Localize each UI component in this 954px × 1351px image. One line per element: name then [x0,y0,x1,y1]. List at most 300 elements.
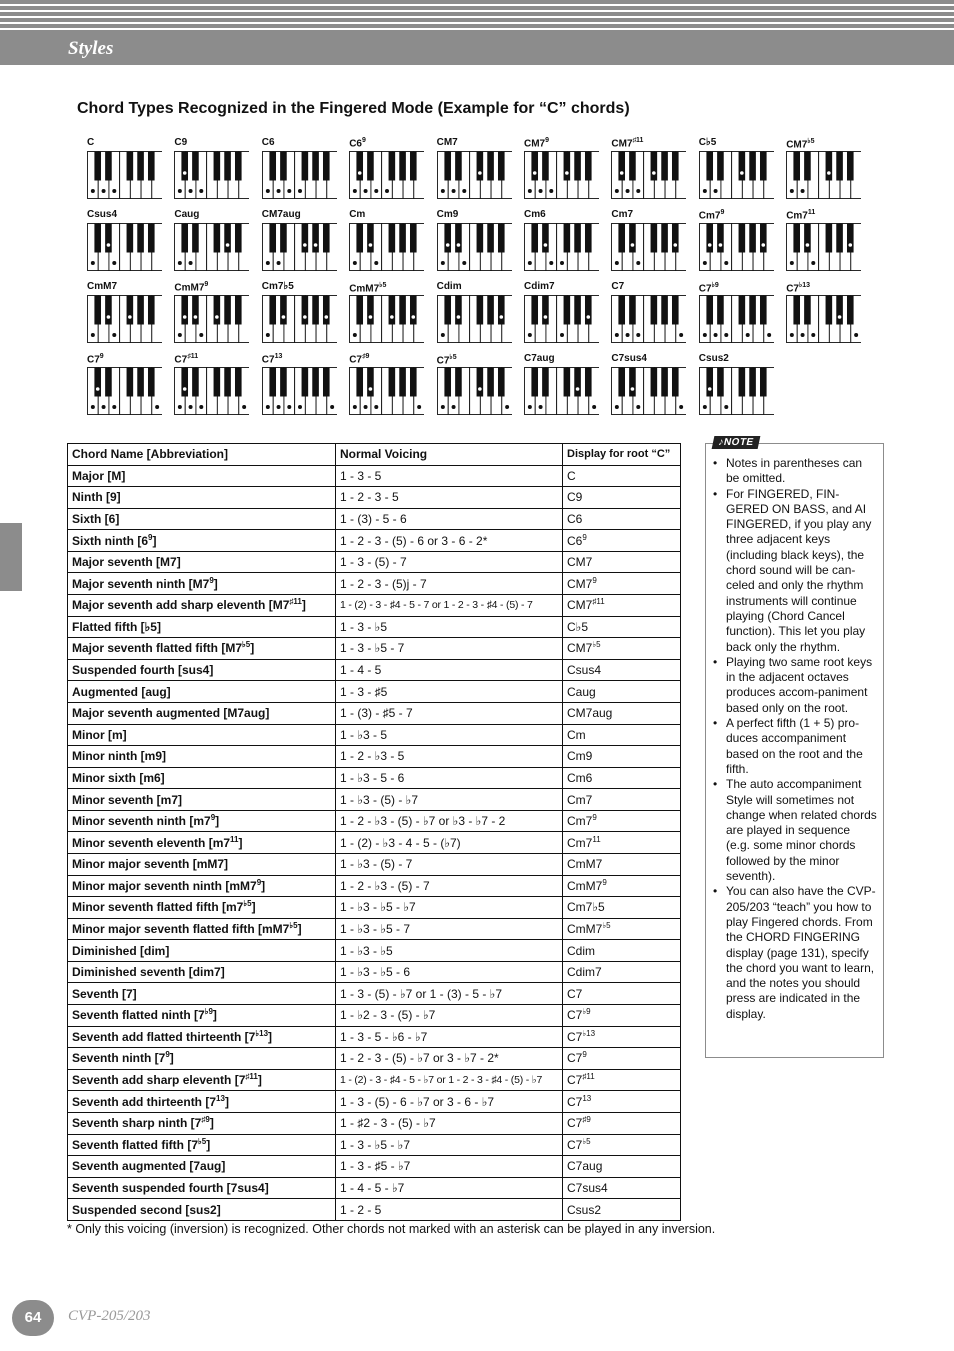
black-key [269,224,276,253]
black-key [826,224,833,253]
chord-name-superscript: ♯11 [632,137,644,144]
black-key [323,224,330,253]
chord-name-superscript: 9 [361,137,366,144]
cell-voicing: 1 - 4 - 5 [336,659,563,681]
table-row [68,1199,681,1221]
keyboard-diagram [611,367,686,415]
pressed-key-dot [178,189,182,193]
cell-display: $C7^{♭5}$ [563,1134,681,1156]
pressed-key-dot [266,189,270,193]
black-key [280,296,287,325]
pressed-key-dot [626,333,630,337]
cell-chord-name: Sixth ninth $[6^9]$ [68,530,336,552]
chord-name: CmM7 [87,281,118,292]
note-item: • A perfect fifth (1 + 5) pro-duces accompaniment based on the root and the fifth. [711,716,877,777]
black-key [127,152,134,181]
cell-display: $CM7^{♭5}$ [563,638,681,660]
keyboard-diagram [87,151,162,199]
black-key [137,224,144,253]
black-key [662,224,669,253]
cell-voicing: 1 - ♭3 - ♭5 [336,940,563,962]
black-key [706,152,713,181]
keyboard-diagram [262,223,337,271]
pressed-key-dot [243,405,247,409]
cell-display: $C7^9$ [563,1048,681,1070]
pressed-key-dot [703,261,707,265]
cell-voicing: 1 - (2) - ♭3 - 4 - 5 - (♭7) [336,832,563,854]
black-key [672,224,679,253]
black-key [542,224,549,253]
col-header-display: Display for root “C” [563,444,681,466]
cell-display: CM7 [563,551,681,573]
pressed-key-dot [544,315,548,319]
chord-diagram [262,281,340,345]
pressed-key-dot [637,405,641,409]
black-key [498,152,505,181]
black-key [301,296,308,325]
side-tab [0,523,22,591]
black-key [531,152,538,181]
cell-display: $C7^{♯11}$ [563,1069,681,1091]
black-key [312,296,319,325]
black-key [193,152,200,181]
pressed-key-dot [440,405,444,409]
pressed-key-dot [528,261,532,265]
black-key [148,152,155,181]
black-key [444,152,451,181]
pressed-key-dot [353,333,357,337]
cell-chord-name: Major seventh add sharp eleventh $[M7^{♯11}]$ [68,595,336,617]
pressed-key-dot [528,189,532,193]
cell-display: $CM7^{♯11}$ [563,595,681,617]
pressed-key-dot [586,315,590,319]
cell-chord-name: Minor [m] [68,724,336,746]
black-key [498,296,505,325]
table-row [68,1048,681,1070]
black-key [662,152,669,181]
pressed-key-dot [112,261,116,265]
page-header [0,0,954,65]
black-key [389,296,396,325]
table-row [68,1177,681,1199]
table-row [68,918,681,940]
black-key [531,296,538,325]
cell-chord-name: Minor seventh ninth $[m7^9]$ [68,810,336,832]
black-key [137,152,144,181]
pressed-key-dot [811,261,815,265]
black-key [476,368,483,397]
black-key [137,296,144,325]
table-row [68,810,681,832]
chord-name: C7aug [524,353,555,364]
black-key [193,368,200,397]
chord-name: $CmM7^{♭5}$ [349,282,387,295]
cell-chord-name: Major seventh [M7] [68,551,336,573]
pressed-key-dot [592,405,596,409]
black-key [389,224,396,253]
pressed-key-dot [298,189,302,193]
black-key [717,152,724,181]
pressed-key-dot [353,405,357,409]
black-key [182,152,189,181]
table-row [68,1026,681,1048]
chord-diagram [699,137,777,201]
chord-diagram [611,209,689,273]
cell-voicing: 1 - 2 - 3 - 5 [336,487,563,509]
pressed-key-dot [112,333,116,337]
pressed-key-dot [631,243,635,247]
black-key [410,224,417,253]
table-row [68,897,681,919]
black-key [312,368,319,397]
table-header-row [68,444,681,466]
black-key [399,152,406,181]
black-key [487,224,494,253]
black-key [836,224,843,253]
black-key [127,296,134,325]
black-key [717,368,724,397]
cell-display: C7 [563,983,681,1005]
keyboard-diagram [174,367,249,415]
cell-display: C [563,465,681,487]
black-key [542,296,549,325]
pressed-key-dot [801,333,805,337]
black-key [105,152,112,181]
black-key [280,368,287,397]
pressed-key-dot [266,333,270,337]
chord-name: C♭5 [698,137,717,148]
pressed-key-dot [615,333,619,337]
chord-name: $C7^{♯9}$ [349,353,370,366]
chord-name: $CmM7^9$ [174,281,209,294]
chord-name: $Cm7^{11}$ [786,209,816,222]
black-key [794,152,801,181]
chord-diagram [262,137,340,201]
chord-name-superscript: ♯9 [361,353,370,360]
pressed-key-dot [440,261,444,265]
black-key [585,224,592,253]
cell-chord-name: Major seventh flatted fifth $[M7^{♭5}]$ [68,638,336,660]
pressed-key-dot [451,189,455,193]
black-key [323,368,330,397]
pressed-key-dot [827,171,831,175]
chord-name: $C7^{♭9}$ [698,282,719,295]
black-key [367,296,374,325]
pressed-key-dot [724,333,728,337]
pressed-key-dot [107,243,111,247]
chord-diagram [611,353,689,417]
pressed-key-dot [806,243,810,247]
pressed-key-dot [478,387,482,391]
pressed-key-dot [178,405,182,409]
black-key [399,224,406,253]
cell-chord-name: Seventh flatted fifth $[7^{♭5}]$ [68,1134,336,1156]
cell-display: $C7^{♭9}$ [563,1005,681,1027]
pressed-key-dot [276,189,280,193]
keyboard-diagram [611,151,686,199]
cell-chord-name: Suspended second [sus2] [68,1199,336,1221]
black-key [585,152,592,181]
pressed-key-dot [385,189,389,193]
chord-diagram [349,281,427,345]
black-key [794,296,801,325]
pressed-key-dot [790,333,794,337]
black-key [214,368,221,397]
cell-voicing: 1 - 2 - 3 - (5) - ♭7 or 3 - ♭7 - 2* [336,1048,563,1070]
keyboard-diagram [174,151,249,199]
chord-name-superscript: 11 [807,209,816,216]
cell-voicing: 1 - 2 - ♭3 - (5) - 7 [336,875,563,897]
pressed-key-dot [565,171,569,175]
cell-display: C9 [563,487,681,509]
black-key [717,296,724,325]
pressed-key-dot [811,333,815,337]
pressed-key-dot [615,189,619,193]
pressed-key-dot [369,387,373,391]
pressed-key-dot [266,405,270,409]
black-key [148,224,155,253]
pressed-key-dot [91,333,95,337]
black-key [127,368,134,397]
black-key [280,224,287,253]
pressed-key-dot [226,243,230,247]
pressed-key-dot [200,333,204,337]
cell-voicing: 1 - 3 - ♯5 - ♭7 [336,1156,563,1178]
pressed-key-dot [128,315,132,319]
table-row [68,638,681,660]
chord-name: $C7^{♯11}$ [174,353,199,366]
pressed-key-dot [539,405,543,409]
pressed-key-dot [91,405,95,409]
pressed-key-dot [189,405,193,409]
black-key [564,368,571,397]
chord-diagram [437,209,515,273]
black-key [662,296,669,325]
table-row [68,853,681,875]
note-item: • For FINGERED, FIN-GERED ON BASS, and AI FINGERED, if you play any three adjacent keys (including black keys), the chord sound will be can-celed and only the rhythm instruments will continue playing (Chord Cancel function). This let you play back only the rhythm. [711,487,877,655]
black-key [225,368,232,397]
pressed-key-dot [854,333,858,337]
pressed-key-dot [674,243,678,247]
black-key [269,152,276,181]
pressed-key-dot [281,315,285,319]
cell-voicing: 1 - ♭3 - ♭5 - 6 [336,961,563,983]
pressed-key-dot [478,171,482,175]
pressed-key-dot [358,171,362,175]
black-key [760,152,767,181]
black-key [487,152,494,181]
black-key [312,224,319,253]
cell-chord-name: Seventh sharp ninth $[7^{♯9}]$ [68,1112,336,1134]
chord-diagram [611,137,689,201]
black-key [749,296,756,325]
pressed-key-dot [456,243,460,247]
pressed-key-dot [708,387,712,391]
chord-diagram [174,137,252,201]
chord-diagram [87,353,165,417]
black-key [235,224,242,253]
keyboard-diagram [349,151,424,199]
pressed-key-dot [724,405,728,409]
chord-diagram [524,353,602,417]
black-key [487,296,494,325]
pressed-key-dot [680,405,684,409]
black-key [542,152,549,181]
pressed-key-dot [456,315,460,319]
keyboard-diagram [524,367,599,415]
black-key [476,296,483,325]
pressed-key-dot [440,189,444,193]
black-key [662,368,669,397]
cell-voicing: 1 - 2 - 3 - (5)j - 7 [336,573,563,595]
black-key [455,152,462,181]
keyboard-diagram [699,151,774,199]
pressed-key-dot [287,405,291,409]
black-key [357,152,364,181]
pressed-key-dot [451,405,455,409]
keyboard-diagram [174,223,249,271]
black-key [847,224,854,253]
pressed-key-dot [620,171,624,175]
table-row [68,702,681,724]
pressed-key-dot [637,333,641,337]
pressed-key-dot [462,189,466,193]
black-key [455,296,462,325]
black-key [225,152,232,181]
keyboard-diagram [437,223,512,271]
black-key [182,296,189,325]
black-key [706,224,713,253]
chord-diagram [349,137,427,201]
black-key [312,152,319,181]
chord-diagram [437,137,515,201]
cell-chord-name: Major [M] [68,465,336,487]
cell-chord-name: Augmented [aug] [68,681,336,703]
pressed-key-dot [838,315,842,319]
pressed-key-dot [544,243,548,247]
table-row [68,724,681,746]
keyboard-diagram [87,367,162,415]
col-header-voicing: Normal Voicing [336,444,563,466]
chord-diagram [349,353,427,417]
pressed-key-dot [102,189,106,193]
chord-diagram [437,353,515,417]
chord-name: Caug [174,209,200,220]
keyboard-diagram [437,151,512,199]
black-key [301,224,308,253]
black-key [301,368,308,397]
chord-table [67,443,681,1221]
black-key [804,296,811,325]
black-key [738,152,745,181]
pressed-key-dot [637,261,641,265]
black-key [804,152,811,181]
chord-name: CM7aug [261,209,301,220]
table-row [68,487,681,509]
cell-voicing: 1 - (2) - 3 - ♯4 - 5 - 7 or 1 - 2 - 3 - ♯4 - (5) - 7 [336,595,563,617]
cell-display: C♭5 [563,616,681,638]
cell-display: $C7^{♭13}$ [563,1026,681,1048]
black-key [760,296,767,325]
cell-display: Cm7 [563,789,681,811]
table-row [68,1112,681,1134]
black-key [148,368,155,397]
black-key [357,368,364,397]
pressed-key-dot [849,243,853,247]
table-row [68,1156,681,1178]
cell-voicing: 1 - ♭3 - ♭5 - 7 [336,918,563,940]
table-row [68,508,681,530]
cell-voicing: 1 - 3 - (5) - 7 [336,551,563,573]
keyboard-diagram [349,367,424,415]
black-key [487,368,494,397]
pressed-key-dot [713,333,717,337]
chord-diagram [262,353,340,417]
black-key [214,296,221,325]
chord-diagram [437,281,515,345]
black-key [672,152,679,181]
cell-voicing: 1 - ♭2 - 3 - (5) - ♭7 [336,1005,563,1027]
chord-name: $CM7^{♯11}$ [611,137,644,150]
cell-voicing: 1 - ♭3 - (5) - 7 [336,853,563,875]
chord-name: Cdim7 [524,281,555,292]
keyboard-diagram [524,223,599,271]
cell-voicing: 1 - 3 - (5) - 6 - ♭7 or 3 - 6 - ♭7 [336,1091,563,1113]
keyboard-diagram [524,295,599,343]
chord-diagram [786,281,864,345]
pressed-key-dot [703,405,707,409]
chord-name: Cm [349,209,366,220]
pressed-key-dot [637,189,641,193]
pressed-key-dot [528,405,532,409]
black-key [651,296,658,325]
table-row [68,746,681,768]
black-key [410,368,417,397]
black-key [630,152,637,181]
cell-display: $C7^{♯9}$ [563,1112,681,1134]
pressed-key-dot [287,189,291,193]
pressed-key-dot [724,261,728,265]
cell-display: C6 [563,508,681,530]
table-row [68,983,681,1005]
chord-diagram [786,209,864,273]
black-key [455,224,462,253]
black-key [389,152,396,181]
chord-name: C7 [611,281,625,292]
cell-display: C7sus4 [563,1177,681,1199]
chord-name: Cm7♭5 [261,281,294,292]
pressed-key-dot [369,315,373,319]
cell-chord-name: Seventh suspended fourth [7sus4] [68,1177,336,1199]
chord-diagram [349,209,427,273]
black-key [235,296,242,325]
pressed-key-dot [189,189,193,193]
pressed-key-dot [539,189,543,193]
black-key [214,152,221,181]
chord-name: $C7^9$ [87,353,104,366]
black-key [619,368,626,397]
cell-chord-name: Minor major seventh [mM7] [68,853,336,875]
black-key [498,224,505,253]
black-key [182,224,189,253]
cell-chord-name: Major seventh ninth $[M7^9]$ [68,573,336,595]
chord-diagram [699,209,777,273]
pressed-key-dot [708,243,712,247]
black-key [357,224,364,253]
pressed-key-dot [703,189,707,193]
keyboard-diagram [262,151,337,199]
cell-chord-name: Minor ninth [m9] [68,746,336,768]
